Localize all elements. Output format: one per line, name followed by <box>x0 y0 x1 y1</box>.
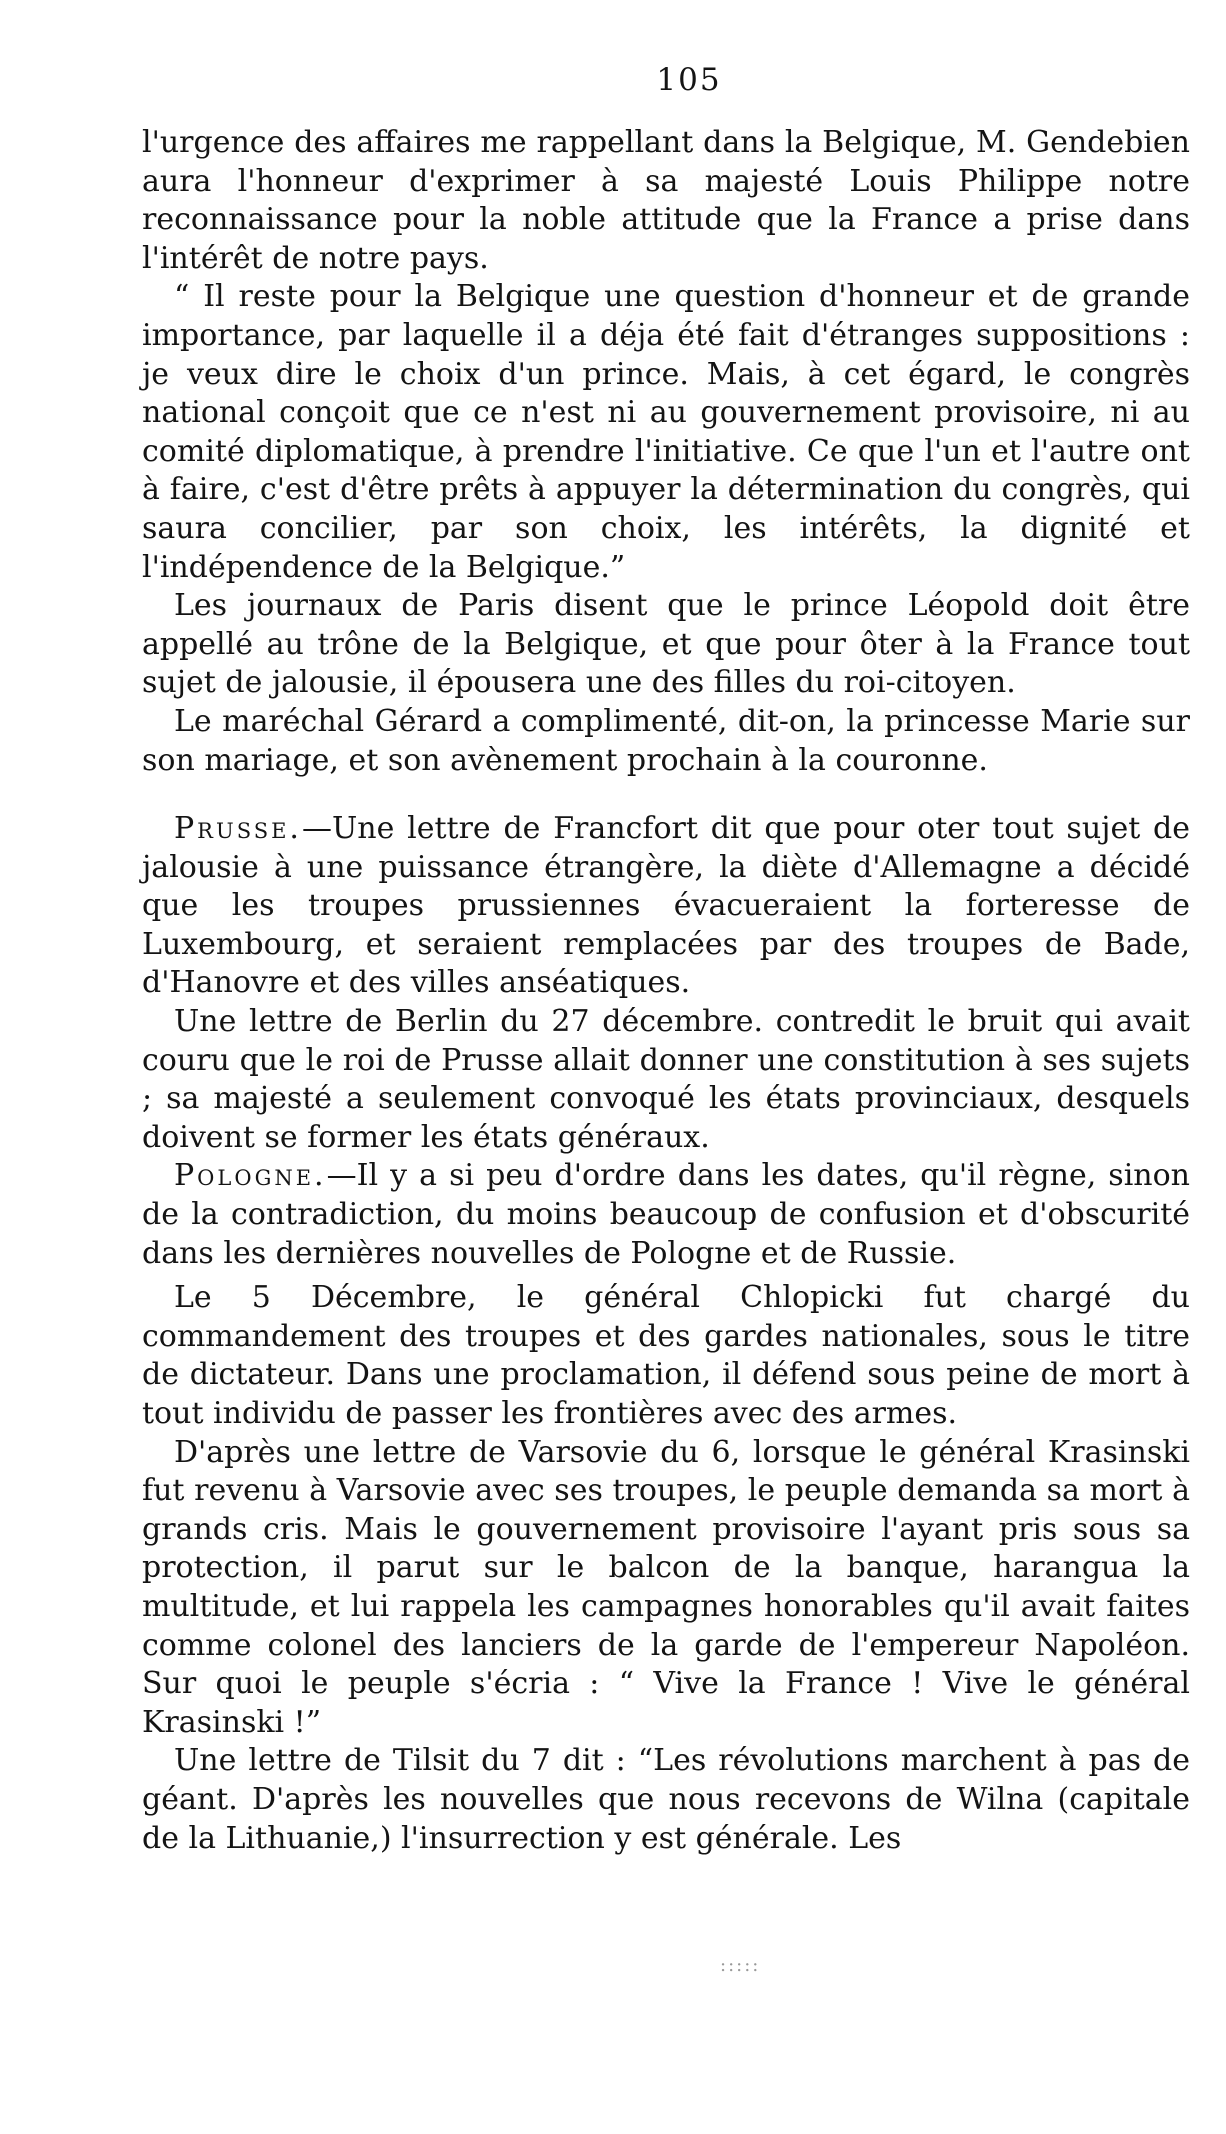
paragraph-journaux: Les journaux de Paris disent que le prince Léopold doit être appellé au trône de la Belgique, et que pour ôter à la France tout sujet de jalousie, il épousera une des filles du roi-citoyen. <box>142 588 1190 701</box>
section-label-pologne: Pologne. <box>174 1158 327 1194</box>
paragraph-prusse-2: Une lettre de Berlin du 27 décembre. contredit le bruit qui avait couru que le roi de Prusse allait donner une constitution à ses sujets ; sa majesté a seulement convoqué les états provinciaux, desquels doivent se former les états généraux. <box>142 1004 1190 1155</box>
section-label-prusse: Prusse. <box>174 811 302 847</box>
paragraph-pologne-2: Le 5 Décembre, le général Chlopicki fut chargé du commandement des troupes et des gardes nationales, sous le titre de dictateur. Dans une proclamation, il défend sous peine de mort à tout individu de passer les frontières avec des armes. <box>142 1280 1190 1431</box>
body-text <box>142 124 1190 1858</box>
footer-catchword: ::::: <box>720 1955 761 1976</box>
paragraph-prusse-1-text: —Une lettre de Francfort dit que pour oter tout sujet de jalousie à une puissance étrangère, la diète d'Allemagne a décidé que les troupes prussiennes évacueraient la forteresse de Luxembourg, et seraient remplacées par des troupes de Bade, d'Hanovre et des villes anséatiques. <box>142 811 1190 1001</box>
paragraph-marechal: Le maréchal Gérard a complimenté, dit-on, la princesse Marie sur son mariage, et son avènement prochain à la couronne. <box>142 703 1190 778</box>
paragraph-pologne-4: Une lettre de Tilsit du 7 dit : “Les révolutions marchent à pas de géant. D'après les nouvelles que nous recevons de Wilna (capitale de la Lithuanie,) l'insurrection y est générale. Les <box>142 1743 1190 1856</box>
paragraph-belgique-2: “ Il reste pour la Belgique une question d'honneur et de grande importance, par laquelle il a déja été fait d'étranges suppositions : je veux dire le choix d'un prince. Mais, à cet égard, le congrès national conçoit que ce n'est ni au gouvernement provisoire, ni au comité diplomatique, à prendre l'initiative. Ce que l'un et l'autre ont à faire, c'est d'être prêts à appuyer la détermination du congrès, qui saura concilier, par son choix, les intérêts, la dignité et l'indépendence de la Belgique.” <box>142 279 1190 585</box>
page-number: 105 <box>656 62 722 98</box>
paragraph-prusse-1 <box>142 810 1190 1003</box>
paragraph-pologne-1 <box>142 1157 1190 1273</box>
paragraph-belgique-1: l'urgence des affaires me rappellant dans la Belgique, M. Gendebien aura l'honneur d'exprimer à sa majesté Louis Philippe notre reconnaissance pour la noble attitude que la France a prise dans l'intérêt de notre pays. <box>142 125 1190 276</box>
paragraph-pologne-1-text: —Il y a si peu d'ordre dans les dates, qu'il règne, sinon de la contradiction, du moins beaucoup de confusion et d'obscurité dans les dernières nouvelles de Pologne et de Russie. <box>142 1158 1190 1271</box>
paragraph-pologne-3: D'après une lettre de Varsovie du 6, lorsque le général Krasinski fut revenu à Varsovie avec ses troupes, le peuple demanda sa mort à grands cris. Mais le gouvernement provisoire l'ayant pris sous sa protection, il parut sur le balcon de la banque, harangua la multitude, et lui rappela les campagnes honorables qu'il avait faites comme colonel des lanciers de la garde de l'empereur Napoléon. Sur quoi le peuple s'écria : “ Vive la France ! Vive le général Krasinski !” <box>142 1434 1190 1740</box>
